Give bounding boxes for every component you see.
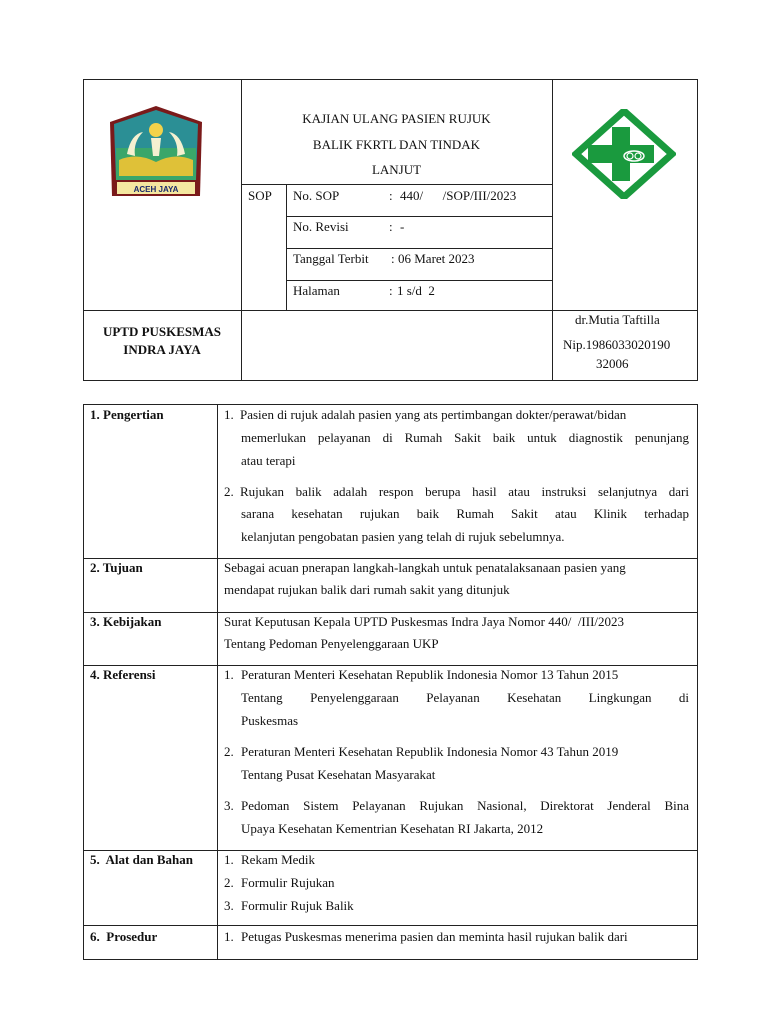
no-sop-label: No. SOP — [293, 188, 340, 203]
alat-item-1-text: Rekam Medik — [241, 852, 316, 867]
no-revisi-value: - — [400, 219, 405, 234]
halaman-sep: : — [389, 283, 393, 298]
alat-item-1-num: 1. — [224, 852, 234, 867]
section-label-alat-bahan: 5. Alat dan Bahan — [90, 852, 193, 867]
pengertian-item-1-num: 1. — [224, 407, 234, 422]
sop-title-line-3: LANJUT — [371, 162, 422, 177]
aceh-jaya-logo-icon — [107, 104, 205, 198]
alat-item-3-num: 3. — [224, 898, 234, 913]
signer-nip-line-1: Nip.1986033020190 — [563, 337, 671, 352]
tujuan-line-2: mendapat rujukan balik dari rumah sakit yang ditunjuk — [224, 582, 510, 597]
sop-title-line-1: KAJIAN ULANG PASIEN RUJUK — [302, 111, 491, 126]
section-label-prosedur: 6. Prosedur — [90, 929, 158, 944]
alat-item-2-text: Formulir Rujukan — [241, 875, 335, 890]
pengertian-item-2-line-2: sarana kesehatan rujukan baik Rumah Sakit atau Klinik terhadap — [241, 506, 689, 521]
referensi-item-1-line-2: Tentang Penyelenggaraan Pelayanan Kesehatan Lingkungan di — [241, 690, 689, 705]
puskesmas-logo-icon — [572, 109, 676, 199]
tanggal-terbit-label: Tanggal Terbit — [293, 251, 369, 266]
kebijakan-line-2: Tentang Pedoman Penyelenggaraan UKP — [224, 636, 439, 651]
alat-item-2-num: 2. — [224, 875, 234, 890]
referensi-item-2-num: 2. — [224, 744, 234, 759]
no-sop-sep: : — [389, 188, 393, 203]
referensi-item-3-line-2: Upaya Kesehatan Kementrian Kesehatan RI Jakarta, 2012 — [241, 821, 544, 836]
referensi-item-2-line-2: Tentang Pusat Kesehatan Masyarakat — [241, 767, 436, 782]
sop-label: SOP — [248, 188, 272, 203]
halaman-label: Halaman — [293, 283, 340, 298]
referensi-item-1-line-1: Peraturan Menteri Kesehatan Republik Indonesia Nomor 13 Tahun 2015 — [241, 667, 619, 682]
sop-title-line-2: BALIK FKRTL DAN TINDAK — [312, 137, 481, 152]
prosedur-item-1-text: Petugas Puskesmas menerima pasien dan meminta hasil rujukan balik dari — [241, 929, 628, 944]
pengertian-item-2-line-1: Rujukan balik adalah respon berupa hasil atau instruksi selanjutnya dari — [240, 484, 689, 499]
alat-item-3-text: Formulir Rujuk Balik — [241, 898, 354, 913]
signer-name: dr.Mutia Taftilla — [575, 312, 660, 327]
section-label-tujuan: 2. Tujuan — [90, 560, 143, 575]
pengertian-item-1-line-2: memerlukan pelayanan di Rumah Sakit baik untuk diagnostik penunjang — [241, 430, 689, 445]
halaman-value: 1 s/d 2 — [397, 283, 435, 298]
org-name-line-2: INDRA JAYA — [123, 342, 201, 357]
section-label-pengertian: 1. Pengertian — [90, 407, 164, 422]
tanggal-terbit-value: 06 Maret 2023 — [398, 251, 475, 266]
referensi-item-1-num: 1. — [224, 667, 234, 682]
section-label-kebijakan: 3. Kebijakan — [90, 614, 162, 629]
referensi-item-3-num: 3. — [224, 798, 234, 813]
referensi-item-2-line-1: Peraturan Menteri Kesehatan Republik Indonesia Nomor 43 Tahun 2019 — [241, 744, 619, 759]
tanggal-terbit-sep: : — [391, 251, 395, 266]
pengertian-item-2-line-3: kelanjutan pengobatan pasien yang telah di rujuk sebelumnya. — [241, 529, 565, 544]
svg-text:ACEH JAYA: ACEH JAYA — [133, 185, 179, 194]
tujuan-line-1: Sebagai acuan pnerapan langkah-langkah untuk penatalaksanaan pasien yang — [224, 560, 626, 575]
section-label-referensi: 4. Referensi — [90, 667, 156, 682]
prosedur-item-1-num: 1. — [224, 929, 234, 944]
pengertian-item-1-line-3: atau terapi — [241, 453, 296, 468]
signer-nip-line-2: 32006 — [596, 356, 629, 371]
no-sop-value: 440/ /SOP/III/2023 — [400, 188, 517, 203]
no-revisi-label: No. Revisi — [293, 219, 349, 234]
pengertian-item-1-line-1: Pasien di rujuk adalah pasien yang ats pertimbangan dokter/perawat/bidan — [240, 407, 627, 422]
pengertian-item-2-num: 2. — [224, 484, 234, 499]
kebijakan-line-1: Surat Keputusan Kepala UPTD Puskesmas Indra Jaya Nomor 440/ /III/2023 — [224, 614, 625, 629]
referensi-item-3-line-1: Pedoman Sistem Pelayanan Rujukan Nasional, Direktorat Jenderal Bina — [241, 798, 689, 813]
org-name-line-1: UPTD PUSKESMAS — [102, 324, 222, 339]
referensi-item-1-line-3: Puskesmas — [241, 713, 299, 728]
no-revisi-sep: : — [389, 219, 393, 234]
